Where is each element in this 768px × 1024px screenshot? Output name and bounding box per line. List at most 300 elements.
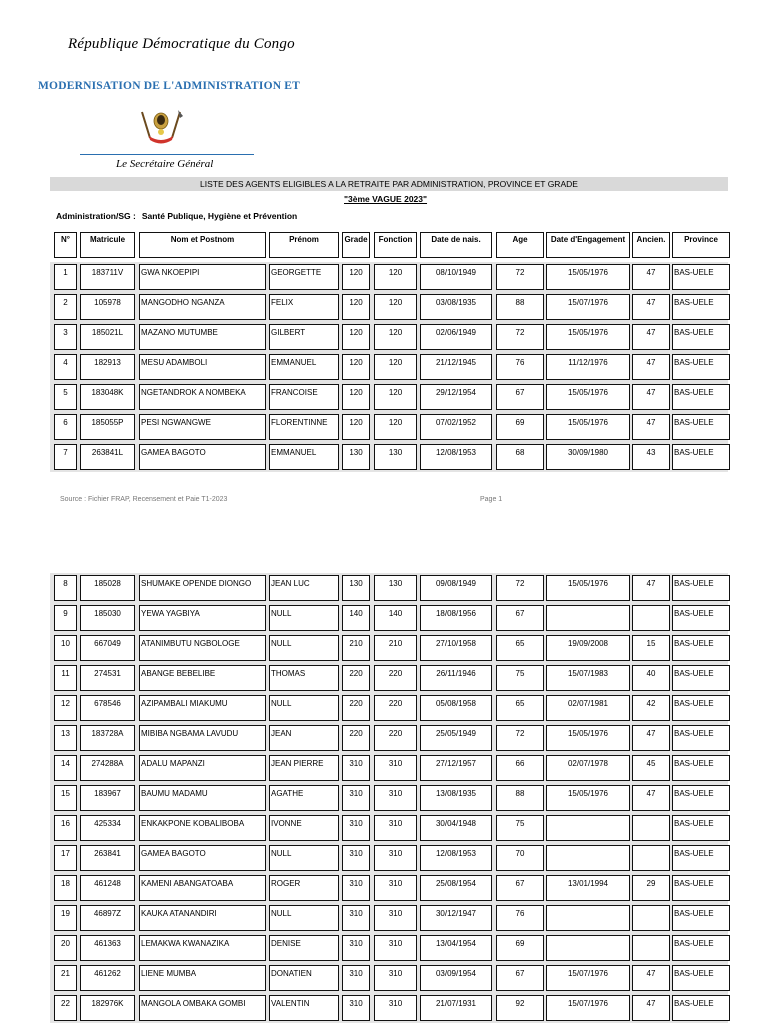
cell-age-text: 65 — [515, 699, 525, 708]
cell-date-naissance-text: 12/08/1953 — [435, 448, 477, 457]
cell-date-naissance — [420, 384, 492, 410]
cell-no — [54, 264, 77, 290]
cell-no — [54, 965, 77, 991]
cell-prenom — [269, 665, 339, 691]
cell-anciennete — [632, 905, 670, 931]
cell-anciennete — [632, 575, 670, 601]
cell-matricule-text: 185055P — [91, 418, 124, 427]
cell-nom-postnom-text: MANGODHO NGANZA — [141, 298, 225, 307]
cell-date-engagement-text: 15/07/1976 — [567, 298, 609, 307]
cell-grade — [342, 324, 370, 350]
cell-anciennete — [632, 635, 670, 661]
column-header-province-text: Province — [684, 235, 718, 244]
cell-date-engagement-text — [547, 606, 629, 610]
cell-age-text: 72 — [515, 268, 525, 277]
cell-matricule — [80, 965, 135, 991]
cell-anciennete — [632, 354, 670, 380]
cell-fonction-text: 220 — [388, 729, 403, 738]
cell-prenom — [269, 605, 339, 631]
cell-date-naissance — [420, 785, 492, 811]
cell-fonction — [374, 354, 417, 380]
cell-prenom — [269, 995, 339, 1021]
cell-date-naissance — [420, 264, 492, 290]
cell-province-text: BAS-UELE — [674, 969, 714, 978]
cell-matricule — [80, 264, 135, 290]
cell-date-engagement-text: 02/07/1978 — [567, 759, 609, 768]
cell-anciennete-text — [633, 606, 669, 610]
cell-grade — [342, 444, 370, 470]
cell-fonction-text: 130 — [388, 579, 403, 588]
table-row — [0, 753, 768, 783]
cell-province-text: BAS-UELE — [674, 939, 714, 948]
cell-prenom — [269, 755, 339, 781]
cell-fonction-text: 120 — [388, 388, 403, 397]
cell-age — [496, 995, 544, 1021]
cell-prenom — [269, 875, 339, 901]
cell-anciennete — [632, 665, 670, 691]
cell-date-engagement-text: 15/05/1976 — [567, 388, 609, 397]
cell-no — [54, 695, 77, 721]
cell-grade — [342, 965, 370, 991]
cell-age — [496, 845, 544, 871]
column-header-nom-postnom-text: Nom et Postnom — [170, 235, 235, 244]
cell-grade — [342, 605, 370, 631]
column-header-matricule-text: Matricule — [89, 235, 126, 244]
cell-date-naissance-text: 03/08/1935 — [435, 298, 477, 307]
cell-province-text: BAS-UELE — [674, 759, 714, 768]
cell-province — [672, 785, 730, 811]
column-header-grade — [342, 232, 370, 258]
column-header-province — [672, 232, 730, 258]
cell-date-engagement-text: 11/12/1976 — [568, 358, 608, 367]
cell-anciennete — [632, 264, 670, 290]
cell-date-naissance-text: 25/05/1949 — [435, 729, 477, 738]
cell-fonction-text: 220 — [388, 669, 403, 678]
cell-matricule — [80, 605, 135, 631]
cell-nom-postnom-text: MIBIBA NGBAMA LAVUDU — [141, 729, 239, 738]
cell-date-naissance — [420, 444, 492, 470]
cell-fonction-text: 310 — [388, 789, 403, 798]
cell-age — [496, 294, 544, 320]
cell-date-engagement-text: 15/07/1976 — [567, 969, 609, 978]
cell-nom-postnom — [139, 875, 266, 901]
cell-age — [496, 414, 544, 440]
cell-province-text: BAS-UELE — [674, 729, 714, 738]
cell-fonction-text: 220 — [388, 699, 403, 708]
cell-grade-text: 310 — [349, 999, 363, 1008]
cell-province — [672, 354, 730, 380]
cell-prenom-text: IVONNE — [271, 819, 302, 828]
cell-age — [496, 324, 544, 350]
cell-province-text: BAS-UELE — [674, 418, 714, 427]
cell-anciennete — [632, 725, 670, 751]
cell-province-text: BAS-UELE — [674, 999, 714, 1008]
cell-matricule — [80, 354, 135, 380]
cell-anciennete-text: 47 — [646, 298, 656, 307]
cell-anciennete-text: 29 — [646, 879, 656, 888]
cell-no-text: 21 — [61, 969, 70, 978]
cell-age-text: 67 — [515, 609, 525, 618]
cell-fonction-text: 310 — [388, 999, 403, 1008]
cell-date-engagement-text: 02/07/1981 — [567, 699, 609, 708]
cell-fonction — [374, 845, 417, 871]
cell-matricule — [80, 725, 135, 751]
cell-age-text: 76 — [515, 358, 525, 367]
cell-date-naissance-text: 21/12/1945 — [435, 358, 477, 367]
cell-anciennete — [632, 785, 670, 811]
cell-date-engagement — [546, 815, 630, 841]
cell-prenom — [269, 444, 339, 470]
cell-anciennete — [632, 845, 670, 871]
cell-fonction — [374, 695, 417, 721]
cell-age — [496, 785, 544, 811]
cell-grade-text: 310 — [349, 939, 363, 948]
cell-age-text: 76 — [515, 909, 525, 918]
cell-date-engagement — [546, 995, 630, 1021]
cell-date-engagement — [546, 384, 630, 410]
cell-prenom-text: EMMANUEL — [271, 358, 317, 367]
cell-matricule-text: 183967 — [94, 789, 121, 798]
table-row — [0, 322, 768, 352]
cell-matricule-text: 274531 — [94, 669, 121, 678]
cell-date-naissance — [420, 695, 492, 721]
cell-date-engagement — [546, 935, 630, 961]
cell-prenom-text: NULL — [271, 639, 292, 648]
cell-fonction-text: 120 — [388, 268, 403, 277]
cell-matricule — [80, 905, 135, 931]
cell-grade — [342, 414, 370, 440]
cell-province-text: BAS-UELE — [674, 699, 714, 708]
cell-grade — [342, 354, 370, 380]
cell-date-naissance-text: 12/08/1953 — [435, 849, 477, 858]
table-row — [0, 382, 768, 412]
cell-province — [672, 965, 730, 991]
cell-date-naissance-text: 30/12/1947 — [435, 909, 477, 918]
cell-fonction — [374, 785, 417, 811]
cell-anciennete-text: 47 — [646, 388, 656, 397]
cell-fonction — [374, 324, 417, 350]
column-header-date-naissance — [420, 232, 492, 258]
cell-no — [54, 725, 77, 751]
cell-grade-text: 220 — [349, 699, 363, 708]
cell-anciennete-text: 47 — [646, 789, 656, 798]
cell-grade-text: 130 — [349, 448, 363, 457]
cell-anciennete — [632, 815, 670, 841]
cell-matricule — [80, 294, 135, 320]
cell-no — [54, 444, 77, 470]
cell-matricule-text: 183711V — [91, 268, 124, 277]
cell-matricule — [80, 875, 135, 901]
cell-no-text: 19 — [61, 909, 70, 918]
cell-grade-text: 310 — [349, 969, 363, 978]
cell-age — [496, 695, 544, 721]
cell-no — [54, 635, 77, 661]
cell-age-text: 65 — [515, 639, 525, 648]
cell-age-text: 66 — [515, 759, 525, 768]
cell-prenom — [269, 324, 339, 350]
cell-nom-postnom — [139, 725, 266, 751]
cell-grade-text: 120 — [349, 328, 363, 337]
cell-matricule-text: 46897Z — [93, 909, 122, 918]
cell-prenom-text: ROGER — [271, 879, 301, 888]
cell-fonction — [374, 575, 417, 601]
cell-anciennete — [632, 965, 670, 991]
cell-prenom — [269, 785, 339, 811]
cell-anciennete — [632, 605, 670, 631]
cell-age — [496, 665, 544, 691]
cell-grade — [342, 294, 370, 320]
cell-province — [672, 995, 730, 1021]
cell-matricule-text: 183728A — [91, 729, 124, 738]
cell-anciennete — [632, 875, 670, 901]
cell-date-engagement — [546, 635, 630, 661]
cell-no-text: 16 — [61, 819, 70, 828]
cell-date-naissance — [420, 995, 492, 1021]
cell-grade-text: 220 — [349, 669, 363, 678]
cell-no-text: 13 — [61, 729, 70, 738]
cell-anciennete — [632, 414, 670, 440]
cell-date-naissance-text: 30/04/1948 — [435, 819, 477, 828]
cell-province-text: BAS-UELE — [674, 669, 714, 678]
cell-province-text: BAS-UELE — [674, 909, 714, 918]
cell-province-text: BAS-UELE — [674, 789, 714, 798]
cell-no-text: 4 — [63, 358, 68, 367]
cell-age-text: 75 — [515, 669, 525, 678]
cell-matricule-text: 425334 — [94, 819, 121, 828]
cell-date-engagement-text — [547, 936, 629, 940]
cell-age-text: 69 — [515, 418, 525, 427]
ministry-title: MODERNISATION DE L'ADMINISTRATION ET — [38, 80, 301, 92]
cell-province-text: BAS-UELE — [674, 388, 714, 397]
cell-province — [672, 875, 730, 901]
cell-anciennete — [632, 695, 670, 721]
cell-age — [496, 444, 544, 470]
cell-province — [672, 414, 730, 440]
cell-fonction-text: 210 — [388, 639, 403, 648]
cell-grade-text: 210 — [349, 639, 363, 648]
cell-grade-text: 130 — [349, 579, 363, 588]
cell-nom-postnom — [139, 605, 266, 631]
cell-anciennete — [632, 384, 670, 410]
column-header-date-naissance-text: Date de nais. — [431, 235, 481, 244]
cell-date-engagement — [546, 444, 630, 470]
cell-date-engagement — [546, 965, 630, 991]
cell-prenom — [269, 965, 339, 991]
cell-date-engagement-text — [547, 816, 629, 820]
cell-province — [672, 665, 730, 691]
cell-prenom — [269, 354, 339, 380]
cell-date-engagement — [546, 875, 630, 901]
cell-grade — [342, 264, 370, 290]
cell-anciennete-text: 47 — [646, 268, 656, 277]
cell-date-naissance-text: 05/08/1958 — [435, 699, 477, 708]
cell-date-naissance-text: 02/06/1949 — [435, 328, 477, 337]
table-row — [0, 693, 768, 723]
cell-no-text: 22 — [61, 999, 70, 1008]
cell-age — [496, 635, 544, 661]
cell-age-text: 72 — [515, 729, 525, 738]
table-row — [0, 633, 768, 663]
cell-matricule — [80, 414, 135, 440]
cell-date-naissance — [420, 815, 492, 841]
cell-age — [496, 264, 544, 290]
cell-date-naissance-text: 21/07/1931 — [435, 999, 477, 1008]
cell-matricule — [80, 995, 135, 1021]
cell-date-engagement — [546, 354, 630, 380]
cell-nom-postnom — [139, 905, 266, 931]
cell-fonction-text: 120 — [388, 418, 403, 427]
cell-anciennete-text: 47 — [646, 579, 656, 588]
cell-province — [672, 324, 730, 350]
cell-prenom — [269, 414, 339, 440]
cell-anciennete-text — [633, 846, 669, 850]
cell-date-engagement — [546, 414, 630, 440]
cell-date-naissance — [420, 725, 492, 751]
column-header-nom-postnom — [139, 232, 266, 258]
cell-no-text: 6 — [63, 418, 68, 427]
cell-grade-text: 120 — [349, 268, 363, 277]
cell-no — [54, 845, 77, 871]
admin-label: Administration/SG : — [56, 211, 136, 221]
cell-province — [672, 264, 730, 290]
cell-province — [672, 635, 730, 661]
cell-date-naissance-text: 13/08/1935 — [435, 789, 477, 798]
cell-prenom-text: VALENTIN — [271, 999, 310, 1008]
cell-grade-text: 310 — [349, 879, 363, 888]
cell-date-engagement-text: 15/05/1976 — [567, 579, 609, 588]
cell-date-naissance-text: 26/11/1946 — [436, 669, 476, 678]
column-header-fonction-text: Fonction — [378, 235, 413, 244]
cell-date-naissance — [420, 414, 492, 440]
cell-date-naissance — [420, 935, 492, 961]
cell-prenom-text: NULL — [271, 849, 292, 858]
cell-province — [672, 575, 730, 601]
cell-anciennete — [632, 995, 670, 1021]
cell-nom-postnom-text: GAMEA BAGOTO — [141, 448, 206, 457]
cell-grade — [342, 755, 370, 781]
cell-matricule-text: 667049 — [94, 639, 121, 648]
cell-fonction-text: 310 — [388, 879, 403, 888]
cell-anciennete-text: 47 — [646, 328, 656, 337]
cell-date-engagement-text: 15/05/1976 — [567, 418, 609, 427]
cell-province — [672, 755, 730, 781]
cell-nom-postnom — [139, 815, 266, 841]
cell-nom-postnom-text: KAUKA ATANANDIRI — [141, 909, 217, 918]
column-header-grade-text: Grade — [344, 235, 368, 244]
cell-matricule — [80, 815, 135, 841]
cell-anciennete-text: 47 — [646, 729, 656, 738]
cell-matricule-text: 678546 — [94, 699, 121, 708]
cell-prenom — [269, 845, 339, 871]
cell-grade — [342, 935, 370, 961]
cell-date-naissance — [420, 905, 492, 931]
cell-grade-text: 310 — [349, 759, 363, 768]
cell-fonction — [374, 635, 417, 661]
cell-grade-text: 120 — [349, 418, 363, 427]
cell-nom-postnom — [139, 755, 266, 781]
cell-date-naissance-text: 29/12/1954 — [435, 388, 477, 397]
cell-date-engagement-text — [547, 906, 629, 910]
cell-nom-postnom — [139, 995, 266, 1021]
cell-province — [672, 605, 730, 631]
cell-prenom-text: DENISE — [271, 939, 301, 948]
cell-no — [54, 384, 77, 410]
cell-no-text: 1 — [63, 268, 68, 277]
cell-province — [672, 845, 730, 871]
cell-date-naissance — [420, 635, 492, 661]
cell-date-engagement — [546, 665, 630, 691]
cell-matricule — [80, 785, 135, 811]
cell-no — [54, 905, 77, 931]
cell-nom-postnom — [139, 575, 266, 601]
table-row — [0, 813, 768, 843]
cell-nom-postnom-text: ATANIMBUTU NGBOLOGE — [141, 639, 240, 648]
cell-province — [672, 384, 730, 410]
cell-no — [54, 324, 77, 350]
cell-anciennete-text: 47 — [646, 358, 656, 367]
cell-anciennete — [632, 444, 670, 470]
cell-matricule — [80, 935, 135, 961]
cell-grade — [342, 845, 370, 871]
cell-prenom — [269, 815, 339, 841]
cell-matricule-text: 183048K — [91, 388, 124, 397]
table-row — [0, 412, 768, 442]
cell-prenom-text: FRANCOISE — [271, 388, 318, 397]
cell-date-naissance — [420, 965, 492, 991]
cell-nom-postnom-text: GAMEA BAGOTO — [141, 849, 206, 858]
cell-age-text: 88 — [515, 789, 525, 798]
column-header-age — [496, 232, 544, 258]
cell-matricule — [80, 755, 135, 781]
cell-date-naissance — [420, 354, 492, 380]
administration-line — [56, 211, 297, 221]
cell-date-engagement-text: 15/05/1976 — [567, 729, 609, 738]
cell-date-engagement-text: 15/05/1976 — [567, 268, 609, 277]
cell-fonction-text: 310 — [388, 939, 403, 948]
cell-fonction-text: 130 — [388, 448, 403, 457]
table-row — [0, 783, 768, 813]
cell-date-engagement-text: 15/07/1983 — [567, 669, 609, 678]
column-header-no-text: N° — [61, 235, 70, 244]
cell-nom-postnom-text: ENKAKPONE KOBALIBOBA — [141, 819, 245, 828]
cell-no-text: 15 — [61, 789, 70, 798]
cell-matricule-text: 263841 — [94, 849, 121, 858]
cell-date-naissance — [420, 845, 492, 871]
cell-nom-postnom-text: LEMAKWA KWANAZIKA — [141, 939, 230, 948]
cell-prenom-text: FLORENTINNE — [271, 418, 328, 427]
cell-prenom-text: NULL — [271, 909, 292, 918]
cell-matricule-text: 263841L — [91, 448, 124, 457]
cell-prenom-text: FELIX — [271, 298, 294, 307]
cell-fonction-text: 310 — [388, 759, 403, 768]
cell-grade — [342, 815, 370, 841]
column-header-date-engagement — [546, 232, 630, 258]
cell-date-engagement-text: 30/09/1980 — [567, 448, 609, 457]
cell-nom-postnom-text: NGETANDROK A NOMBEKA — [141, 388, 246, 397]
cell-date-naissance-text: 27/12/1957 — [435, 759, 477, 768]
cell-date-naissance-text: 25/08/1954 — [435, 879, 477, 888]
cell-age-text: 69 — [515, 939, 525, 948]
list-title: LISTE DES AGENTS ELIGIBLES A LA RETRAITE PAR ADMINISTRATION, PROVINCE ET GRADE — [50, 177, 728, 191]
cell-grade — [342, 384, 370, 410]
table-row — [0, 573, 768, 603]
cell-date-naissance — [420, 575, 492, 601]
cell-no — [54, 605, 77, 631]
cell-grade — [342, 875, 370, 901]
cell-fonction — [374, 605, 417, 631]
cell-matricule-text: 105978 — [94, 298, 121, 307]
cell-no-text: 8 — [63, 579, 68, 588]
